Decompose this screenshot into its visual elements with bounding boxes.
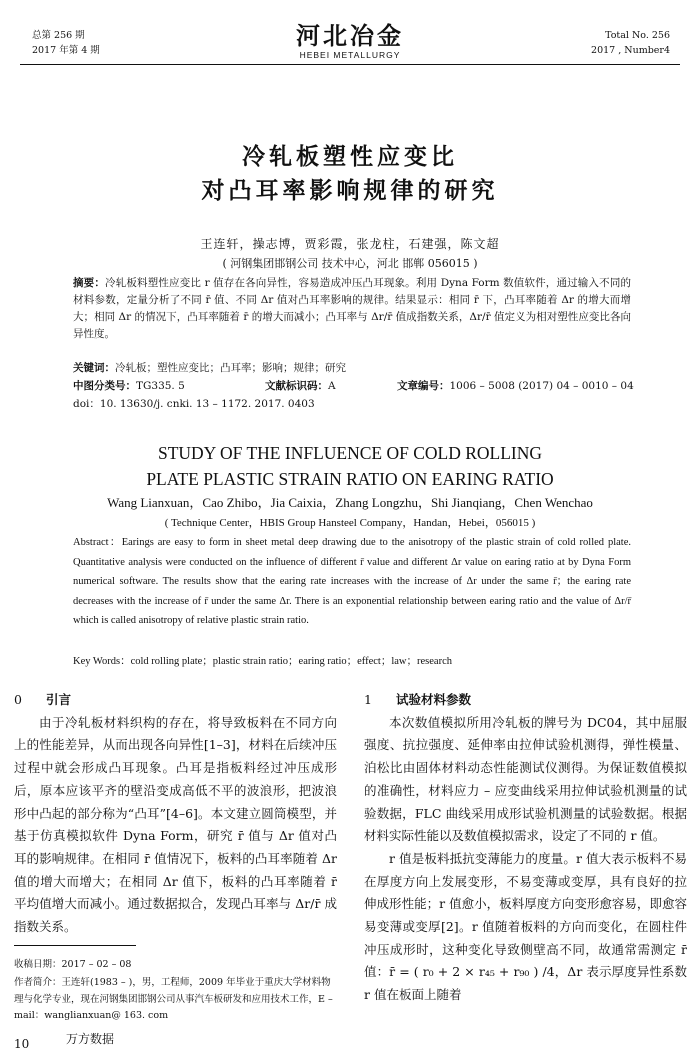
abstract-cn-text: 冷轧板料塑性应变比 r 值存在各向异性，容易造成冲压凸耳现象。利用 Dyna Form 数值软件，通过输入不同的材料参数，定量分析了不同 r̄ 值、不同 Δr 值对凸耳率影响的规律。结果显示：相同 r̄ 下，凸耳率随着 Δr 的增大而增大；相同 Δr 的情况下，凸耳率随着 r̄ 的增大而减小；凸耳率与 Δr/r̄ 值成指数关系，Δr/r̄ 值定义为相对塑性应变比各向异性度。 xyxy=(73,277,631,340)
authors-en: Wang Lianxuan，Cao Zhibo，Jia Caixia，Zhang Longzhu，Shi Jianqiang，Chen Wenchao xyxy=(107,495,593,510)
title-cn-line1: 冷轧板塑性应变比 xyxy=(242,143,458,170)
abstract-cn-label: 摘要： xyxy=(73,277,106,289)
database-watermark: 万方数据 xyxy=(66,1032,115,1046)
footnote-author-bio: 作者简介：王连轩(1983 – )，男，工程师，2009 年毕业于重庆大学材料物理与化学专业，现在河钢集团邯钢公司从事汽车板研发和应用技术工作，E – mail：wanglianxuan@ 163. com xyxy=(14,977,333,1021)
issue-year-cn: 2017 年第 4 期 xyxy=(32,45,100,56)
doi: doi：10. 13630/j. cnki. 13 – 1172. 2017. 0403 xyxy=(73,398,315,410)
authors-cn: 王连轩，操志博，贾彩霞，张龙柱，石建强，陈文超 xyxy=(200,237,500,251)
section-0-heading xyxy=(14,689,337,712)
page-number: 10 xyxy=(14,1037,30,1051)
doc-code: A xyxy=(328,380,336,392)
section-1-heading xyxy=(364,689,687,712)
title-en-line2: PLATE PLASTIC STRAIN RATIO ON EARING RATIO xyxy=(146,469,554,489)
issue-total-cn: 总第 256 期 xyxy=(32,30,85,41)
issue-year-en: 2017 , Number4 xyxy=(591,45,670,56)
keywords-cn-label: 关键词： xyxy=(73,362,115,374)
footnote-received: 收稿日期：2017 – 02 – 08 xyxy=(14,959,132,970)
header-right xyxy=(591,28,670,58)
keywords-en: Key Words：cold rolling plate；plastic strain ratio；earing ratio；effect；law；research xyxy=(73,656,452,667)
title-cn-line2: 对凸耳率影响规律的研究 xyxy=(201,177,499,204)
title-en xyxy=(0,440,700,492)
keywords-cn xyxy=(73,360,631,377)
journal-logo-cn: 河北冶金 xyxy=(296,21,404,50)
article-no-label: 文章编号： xyxy=(397,380,450,392)
keywords-cn-text: 冷轧板；塑性应变比；凸耳率；影响；规律；研究 xyxy=(115,362,346,374)
affiliation-cn: ( 河钢集团邯钢公司 技术中心，河北 邯郸 056015 ) xyxy=(222,257,478,270)
abstract-cn xyxy=(73,275,631,343)
section-1-title: 试验材料参数 xyxy=(396,692,472,707)
abstract-en: Abstract：Earings are easy to form in sheet metal deep drawing due to the anisotropy of the plastic strain of cold rolled plate. Quantitative analysis were conducted on the influence of different r̄ value and different Δr value on earing ratio at by Dyna Form numerical software. The results show that the earing rate increases with the increase of Δr under the same r̄；the earing rate decreases with the increase of r̄ under the same Δr. There is an exponential relationship between earing ratio and the value of Δr/r̄ which is called anisotropy of relative plastic strain ratio. xyxy=(73,537,631,626)
section-1-para-1: 本次数值模拟所用冷轧板的牌号为 DC04，其中屈服强度、抗拉强度、延伸率由拉伸试验机测得，弹性模量、泊松比由固体材料动态性能测试仪测得。为保证数值模拟的准确性，材料应力 – 应变曲线采用拉伸试验机测量的试验数据，FLC 曲线采用成形试验机测量的试验数据。根据材料实际性能以及数值模拟需求，设定了不同的 r 值。 xyxy=(364,714,687,844)
issue-total-en: Total No. 256 xyxy=(605,30,670,41)
header-rule xyxy=(20,64,680,65)
journal-name-en: HEBEI METALLURGY xyxy=(299,50,401,60)
affiliation-en: ( Technique Center，HBIS Group Hansteel Company，Handan，Hebei，056015 ) xyxy=(164,517,536,529)
title-en-line1: STUDY OF THE INFLUENCE OF COLD ROLLING xyxy=(157,443,543,463)
section-0-title: 引言 xyxy=(46,692,72,707)
column-left xyxy=(14,689,337,939)
section-1-number: 1 xyxy=(364,692,372,707)
clc-label: 中图分类号： xyxy=(73,380,136,392)
footnote-rule xyxy=(14,945,136,946)
title-cn xyxy=(0,140,700,208)
doc-code-label: 文献标识码： xyxy=(265,380,328,392)
section-0-number: 0 xyxy=(14,692,22,707)
column-right xyxy=(364,689,687,1007)
clc-code: TG335. 5 xyxy=(136,380,185,392)
section-0-body: 由于冷轧板材料织构的存在，将导致板料在不同方向上的性能差异，从而出现各向异性[1–3]，材料在后续冲压过程中就会形成凸耳现象。凸耳是指板料经过冲压成形后，原本应该平齐的壁沿变成高低不平的波浪形，把波浪形中凸起的部分称为“凸耳”[4–6]。本文建立圆筒模型，并基于仿真模拟软件 Dyna Form，研究 r̄ 值与 Δr 值对凸耳的影响规律。在相同 r̄ 值情况下，板料的凸耳率随着 Δr 值的增大而增大；在相同 Δr 值下，板料的凸耳率随着 r̄ 平均值增大而减小。通过数据拟合，发现凸耳率与 Δr/r̄ 成指数关系。 xyxy=(14,714,337,935)
article-no: 1006 – 5008 (2017) 04 – 0010 – 04 xyxy=(449,380,634,392)
section-1-para-2: r 值是板料抵抗变薄能力的度量。r 值大表示板料不易在厚度方向上发展变形，不易变薄或变厚，具有良好的拉伸成形性能；r 值愈小，板料厚度方向变形愈容易，即愈容易变薄或变厚[2]。r 值随着板料的方向而变化，在圆柱件冲压成形时，这种变化导致侧壁高不同，故通常需测定 r̄ 值：r̄ = ( r₀ + 2 × r₄₅ + r₉₀ ) /4，Δr 表示厚度异性系数 r 值在板面上随着 xyxy=(364,850,687,1003)
